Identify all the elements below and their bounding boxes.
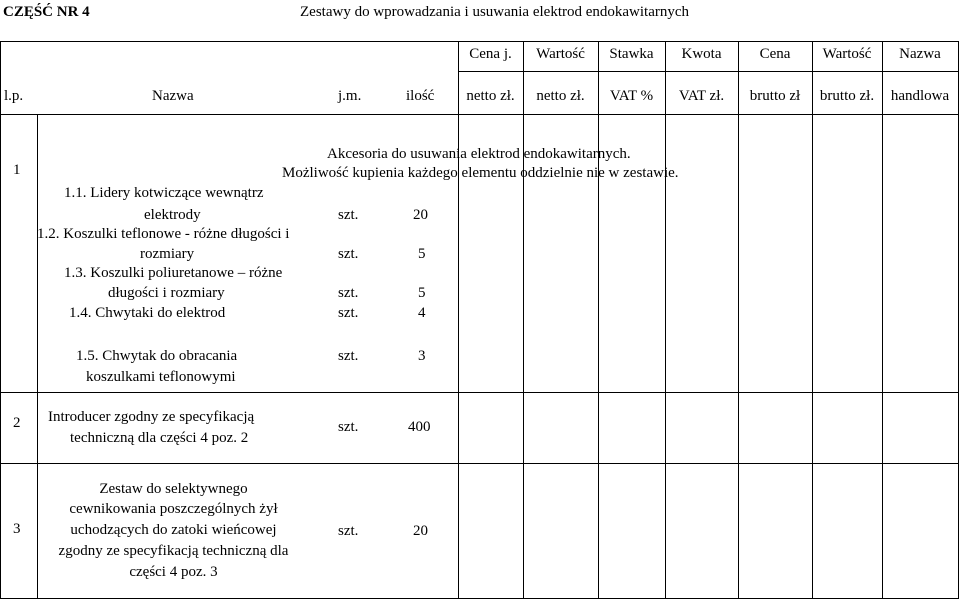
item-1-4-jm: szt.: [338, 305, 359, 321]
row3-lp: 3: [13, 521, 21, 537]
col-divider-2: [523, 41, 524, 599]
item-1-3-name-line1: 1.3. Koszulki poliuretanowe – różne: [64, 265, 283, 281]
table-left-border: [0, 41, 1, 599]
col-header-cena-j-unit: netto zł.: [466, 88, 515, 104]
col-divider-7: [882, 41, 883, 599]
row3-name-line4: zgodny ze specyfikacją techniczną dla: [58, 543, 289, 559]
item-1-5-jm: szt.: [338, 348, 359, 364]
row3-name-line3: uchodzących do zatoki wieńcowej: [70, 522, 277, 538]
item-1-2-name-line2: rozmiary: [140, 246, 195, 262]
col-header-stawka-unit: VAT %: [609, 88, 654, 104]
col-header-stawka: Stawka: [609, 46, 654, 62]
col-header-kwota: Kwota: [681, 46, 722, 62]
col-header-jm: j.m.: [338, 88, 362, 104]
header-bottom-border: [0, 114, 959, 115]
section1-heading-line1: Akcesoria do usuwania elektrod endokawitarnych.: [327, 146, 631, 162]
page-title: Zestawy do wprowadzania i usuwania elektrod endokawitarnych: [300, 4, 690, 20]
row2-jm: szt.: [338, 419, 359, 435]
item-1-2-jm: szt.: [338, 246, 359, 262]
col-header-wartosc-netto-unit: netto zł.: [536, 88, 585, 104]
row3-name-line1: Zestaw do selektywnego: [99, 481, 248, 497]
col-header-cena-brutto-unit: brutto zł: [749, 88, 801, 104]
col-header-wartosc-brutto-unit: brutto zł.: [819, 88, 875, 104]
table-top-border: [0, 41, 959, 42]
row2-lp: 2: [13, 415, 21, 431]
col-header-lp: l.p.: [4, 88, 24, 104]
item-1-5-name-line1: 1.5. Chwytak do obracania: [76, 348, 238, 364]
item-1-3-name-line2: długości i rozmiary: [108, 285, 225, 301]
item-1-5-name-line2: koszulkami teflonowymi: [86, 369, 236, 385]
row1-lp: 1: [13, 162, 21, 178]
item-1-2-qty: 5: [418, 246, 426, 262]
col-header-cena-brutto: Cena: [759, 46, 791, 62]
col-header-cena-j: Cena j.: [469, 46, 512, 62]
section1-heading-line2: Możliwość kupienia każdego elementu oddzielnie nie w zestawie.: [282, 165, 679, 181]
item-1-1-qty: 20: [413, 207, 428, 223]
part-label: CZĘŚĆ NR 4: [3, 4, 90, 20]
col-header-nazwa: Nazwa: [152, 88, 194, 104]
col-header-wartosc-brutto: Wartość: [822, 46, 872, 62]
item-1-3-jm: szt.: [338, 285, 359, 301]
item-1-1-name-line1: 1.1. Lidery kotwiczące wewnątrz: [64, 185, 264, 201]
item-1-4-qty: 4: [418, 305, 426, 321]
row2-name-line2: techniczną dla części 4 poz. 2: [70, 430, 249, 446]
item-1-3-qty: 5: [418, 285, 426, 301]
col-divider-5: [738, 41, 739, 599]
col-header-ilosc: ilość: [406, 88, 435, 104]
row2-name-line1: Introducer zgodny ze specyfikacją: [48, 409, 255, 425]
col-divider-3: [598, 41, 599, 599]
col-divider-6: [812, 41, 813, 599]
item-1-4-name: 1.4. Chwytaki do elektrod: [69, 305, 226, 321]
col-divider-4: [665, 41, 666, 599]
item-1-2-name-line1: 1.2. Koszulki teflonowe - różne długości i: [37, 226, 290, 242]
row3-qty: 20: [413, 523, 428, 539]
col-divider-1: [458, 41, 459, 599]
row2-qty: 400: [408, 419, 431, 435]
item-1-1-name-line2: elektrody: [144, 207, 201, 223]
row3-name-line5: części 4 poz. 3: [129, 564, 218, 580]
col-header-nazwa-handlowa: Nazwa: [899, 46, 941, 62]
price-header-divider: [458, 71, 959, 72]
col-header-kwota-unit: VAT zł.: [678, 88, 725, 104]
col-header-wartosc-netto: Wartość: [536, 46, 585, 62]
row3-jm: szt.: [338, 523, 359, 539]
item-1-1-jm: szt.: [338, 207, 359, 223]
row1-bottom-border: [0, 392, 959, 393]
row3-name-line2: cewnikowania poszczególnych żył: [69, 501, 278, 517]
item-1-5-qty: 3: [418, 348, 426, 364]
row2-bottom-border: [0, 463, 959, 464]
col-header-nazwa-handlowa-unit: handlowa: [890, 88, 950, 104]
